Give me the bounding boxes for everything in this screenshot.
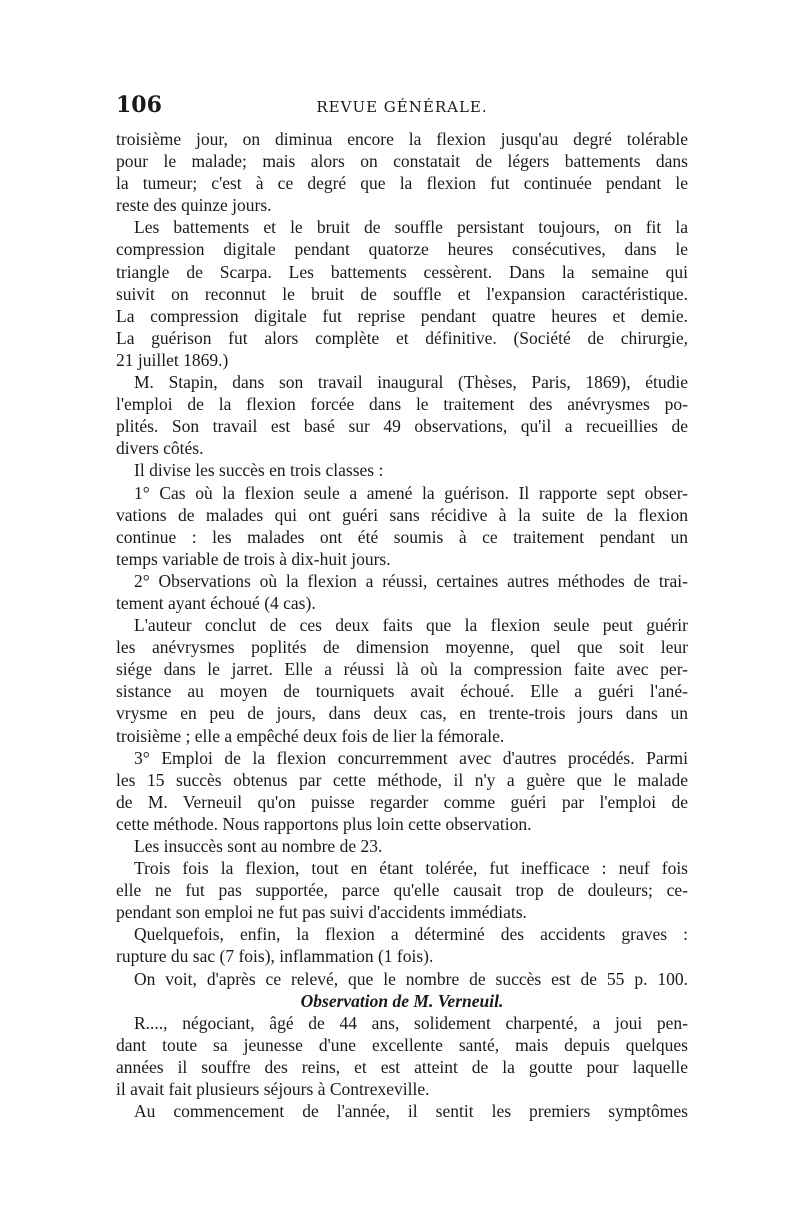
- running-title: REVUE GÉNÉRALE.: [316, 98, 488, 116]
- text-line: R...., négociant, âgé de 44 ans, solidement charpenté, a joui pen-: [134, 1012, 688, 1033]
- text-line: reste des quinze jours.: [116, 195, 272, 216]
- body-text: [116, 128, 688, 1122]
- text-line: L'auteur conclut de ces deux faits que la flexion seule peut guérir: [134, 615, 688, 636]
- text-line: continue : les malades ont été soumis à ce traitement pendant un: [116, 526, 688, 547]
- text-line: rupture du sac (7 fois), inflammation (1 fois).: [116, 946, 434, 967]
- text-line: elle ne fut pas supportée, parce qu'elle causait trop de douleurs; ce-: [116, 880, 688, 901]
- text-line: les 15 succès obtenus par cette méthode, il n'y a guère que le malade: [116, 769, 688, 790]
- text-line: 21 juillet 1869.): [116, 349, 229, 370]
- text-line: La guérison fut alors complète et définitive. (Société de chirurgie,: [116, 327, 688, 348]
- text-line: La compression digitale fut reprise pendant quatre heures et demie.: [116, 305, 688, 326]
- text-line: compression digitale pendant quatorze heures consécutives, dans le: [116, 239, 688, 260]
- text-line: 2° Observations où la flexion a réussi, certaines autres méthodes de trai-: [134, 570, 688, 591]
- section-heading: Observation de M. Verneuil.: [300, 990, 504, 1011]
- text-line: tement ayant échoué (4 cas).: [116, 592, 316, 613]
- text-line: troisième jour, on diminua encore la flexion jusqu'au degré tolérable: [116, 129, 688, 149]
- text-line: dant toute sa jeunesse d'une excellente santé, mais depuis quelques: [116, 1034, 688, 1055]
- text-line: Quelquefois, enfin, la flexion a déterminé des accidents graves :: [134, 924, 688, 945]
- page-number: 106: [116, 92, 162, 118]
- text-line: Au commencement de l'année, il sentit les premiers symptômes: [134, 1101, 688, 1122]
- text-line: l'emploi de la flexion forcée dans le traitement des anévrysmes po-: [116, 394, 688, 415]
- text-line: années il souffre des reins, et est atteint de la goutte pour laquelle: [116, 1056, 688, 1077]
- text-line: vations de malades qui ont guéri sans récidive à la suite de la flexion: [116, 504, 688, 525]
- text-line: divers côtés.: [116, 438, 204, 459]
- text-line: troisième ; elle a empêché deux fois de lier la fémorale.: [116, 725, 505, 746]
- text-line: Les insuccès sont au nombre de 23.: [134, 836, 383, 856]
- text-line: Trois fois la flexion, tout en étant tolérée, fut inefficace : neuf fois: [134, 858, 688, 879]
- text-line: Il divise les succès en trois classes :: [134, 460, 384, 481]
- text-line: cette méthode. Nous rapportons plus loin cette observation.: [116, 813, 532, 834]
- text-line: sistance au moyen de tourniquets avait échoué. Elle a guéri l'ané-: [116, 681, 688, 702]
- text-line: siége dans le jarret. Elle a réussi là où la compression faite avec per-: [116, 659, 688, 680]
- text-line: Les battements et le bruit de souffle persistant toujours, on fit la: [134, 217, 688, 238]
- text-line: vrysme en peu de jours, dans deux cas, en trente-trois jours dans un: [116, 703, 688, 724]
- page-header: [116, 92, 688, 122]
- text-line: il avait fait plusieurs séjours à Contrexeville.: [116, 1079, 430, 1100]
- text-line: suivit on reconnut le bruit de souffle et l'expansion caractéristique.: [116, 283, 688, 304]
- text-line: les anévrysmes poplités de dimension moyenne, quel que soit leur: [116, 637, 688, 658]
- text-line: M. Stapin, dans son travail inaugural (Thèses, Paris, 1869), étudie: [134, 372, 688, 393]
- text-line: triangle de Scarpa. Les battements cessèrent. Dans la semaine qui: [116, 261, 688, 282]
- text-line: pour le malade; mais alors on constatait de légers battements dans: [116, 151, 688, 172]
- text-line: de M. Verneuil qu'on puisse regarder comme guéri par l'emploi de: [116, 791, 688, 812]
- text-line: 1° Cas où la flexion seule a amené la guérison. Il rapporte sept obser-: [134, 482, 688, 503]
- text-line: pendant son emploi ne fut pas suivi d'accidents immédiats.: [116, 902, 527, 923]
- text-line: On voit, d'après ce relevé, que le nombre de succès est de 55 p. 100.: [134, 968, 688, 989]
- text-line: plités. Son travail est basé sur 49 observations, qu'il a recueillies de: [116, 416, 688, 437]
- text-line: temps variable de trois à dix-huit jours.: [116, 548, 391, 569]
- text-line: 3° Emploi de la flexion concurremment avec d'autres procédés. Parmi: [134, 747, 688, 768]
- text-line: la tumeur; c'est à ce degré que la flexion fut continuée pendant le: [116, 173, 688, 194]
